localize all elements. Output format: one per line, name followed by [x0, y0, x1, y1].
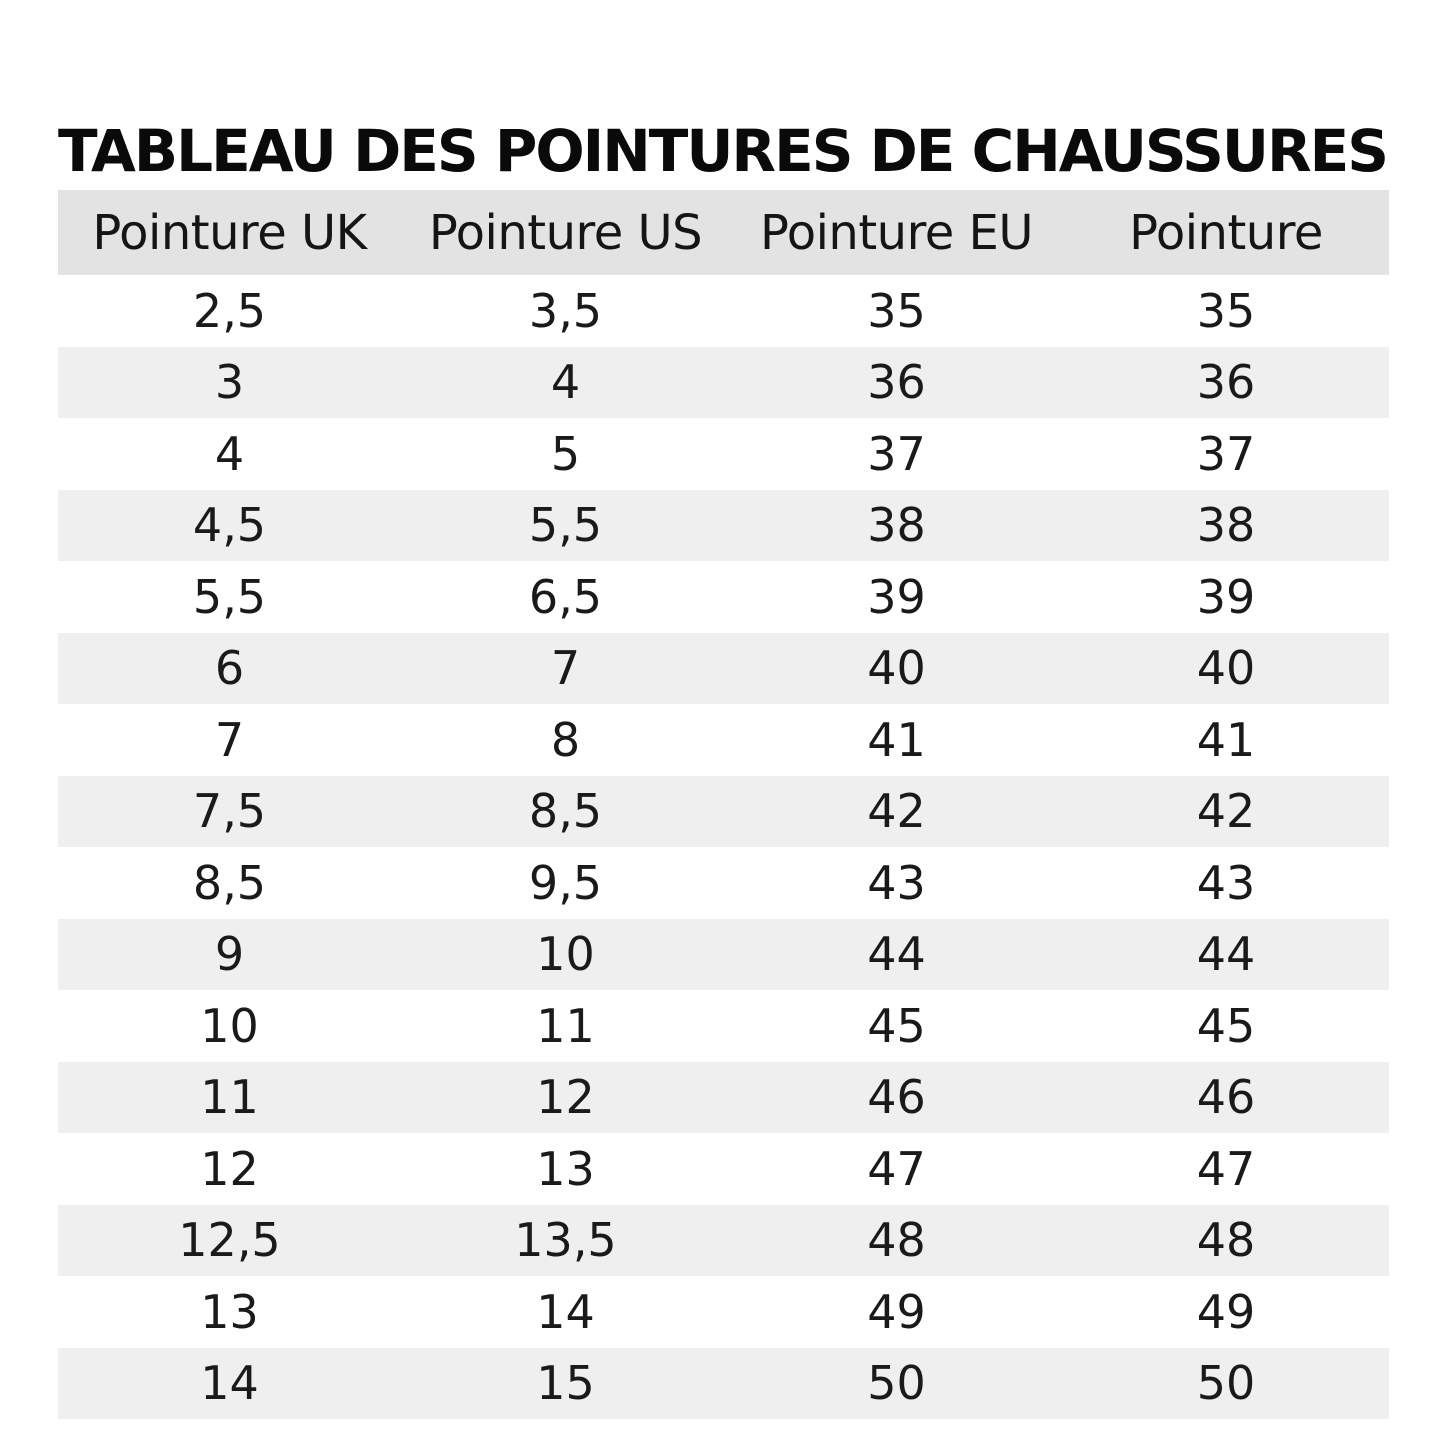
table-header	[58, 190, 1389, 275]
cell-eu: 36	[867, 355, 926, 410]
cell-us: 8,5	[528, 784, 603, 839]
cell-us: 5	[550, 426, 581, 481]
table-row	[58, 275, 1389, 347]
table-row	[58, 1062, 1389, 1134]
cell-pointure: 42	[1196, 784, 1256, 839]
cell-us: 13	[536, 1141, 595, 1196]
cell-pointure: 50	[1196, 1356, 1256, 1411]
table-row	[58, 990, 1389, 1062]
cell-pointure: 41	[1196, 712, 1256, 767]
table-row	[58, 919, 1389, 991]
cell-us: 13,5	[514, 1213, 617, 1268]
cell-uk: 9	[214, 927, 245, 982]
cell-uk: 6	[214, 641, 245, 696]
header-us: Pointure US	[428, 204, 703, 261]
page-title: TABLEAU DES POINTURES DE CHAUSSURES	[57, 116, 1388, 185]
cell-pointure: 36	[1196, 355, 1256, 410]
cell-uk: 5,5	[192, 569, 267, 624]
cell-pointure: 47	[1196, 1141, 1256, 1196]
cell-eu: 41	[867, 712, 926, 767]
header-row	[58, 190, 1389, 275]
cell-uk: 3	[214, 355, 245, 410]
cell-eu: 44	[867, 927, 926, 982]
cell-uk: 4,5	[192, 498, 267, 553]
cell-eu: 35	[867, 283, 926, 338]
cell-pointure: 49	[1196, 1284, 1256, 1339]
cell-pointure: 37	[1196, 426, 1256, 481]
header-uk: Pointure UK	[92, 204, 367, 261]
cell-eu: 42	[867, 784, 926, 839]
cell-eu: 40	[867, 641, 926, 696]
cell-pointure: 44	[1196, 927, 1256, 982]
cell-uk: 12,5	[178, 1213, 281, 1268]
cell-uk: 11	[200, 1070, 259, 1125]
cell-pointure: 45	[1196, 998, 1256, 1053]
table-row	[58, 1133, 1389, 1205]
table-row	[58, 633, 1389, 705]
header-pointure: Pointure	[1129, 204, 1323, 261]
cell-eu: 37	[867, 426, 926, 481]
cell-pointure: 43	[1196, 855, 1256, 910]
cell-eu: 43	[867, 855, 926, 910]
cell-us: 5,5	[528, 498, 603, 553]
table-body	[58, 275, 1389, 1419]
cell-uk: 13	[200, 1284, 259, 1339]
cell-uk: 12	[200, 1141, 259, 1196]
cell-uk: 10	[200, 998, 259, 1053]
cell-eu: 47	[867, 1141, 926, 1196]
table-row	[58, 1348, 1389, 1420]
cell-us: 3,5	[528, 283, 603, 338]
cell-pointure: 38	[1196, 498, 1256, 553]
table-row	[58, 1276, 1389, 1348]
cell-pointure: 40	[1196, 641, 1256, 696]
cell-eu: 38	[867, 498, 926, 553]
cell-us: 6,5	[528, 569, 603, 624]
cell-us: 12	[536, 1070, 595, 1125]
cell-us: 14	[536, 1284, 595, 1339]
cell-uk: 8,5	[192, 855, 267, 910]
cell-eu: 49	[867, 1284, 926, 1339]
cell-uk: 7	[214, 712, 245, 767]
cell-eu: 39	[867, 569, 926, 624]
table-row	[58, 847, 1389, 919]
cell-eu: 50	[867, 1356, 926, 1411]
cell-us: 9,5	[528, 855, 603, 910]
cell-us: 11	[536, 998, 595, 1053]
table-row	[58, 347, 1389, 419]
cell-us: 10	[536, 927, 595, 982]
cell-pointure: 48	[1196, 1213, 1256, 1268]
shoe-size-table	[58, 190, 1389, 1419]
table-row	[58, 490, 1389, 562]
table-row	[58, 418, 1389, 490]
cell-us: 4	[550, 355, 581, 410]
cell-uk: 14	[200, 1356, 259, 1411]
cell-uk: 2,5	[192, 283, 267, 338]
cell-pointure: 39	[1196, 569, 1256, 624]
cell-eu: 48	[867, 1213, 926, 1268]
table-row	[58, 561, 1389, 633]
cell-us: 8	[550, 712, 581, 767]
cell-uk: 4	[214, 426, 245, 481]
cell-us: 15	[536, 1356, 595, 1411]
cell-us: 7	[550, 641, 581, 696]
cell-pointure: 35	[1196, 283, 1256, 338]
header-eu: Pointure EU	[759, 204, 1034, 261]
table-row	[58, 704, 1389, 776]
table-row	[58, 1205, 1389, 1277]
cell-eu: 46	[867, 1070, 926, 1125]
table-row	[58, 776, 1389, 848]
cell-eu: 45	[867, 998, 926, 1053]
cell-pointure: 46	[1196, 1070, 1256, 1125]
cell-uk: 7,5	[192, 784, 267, 839]
